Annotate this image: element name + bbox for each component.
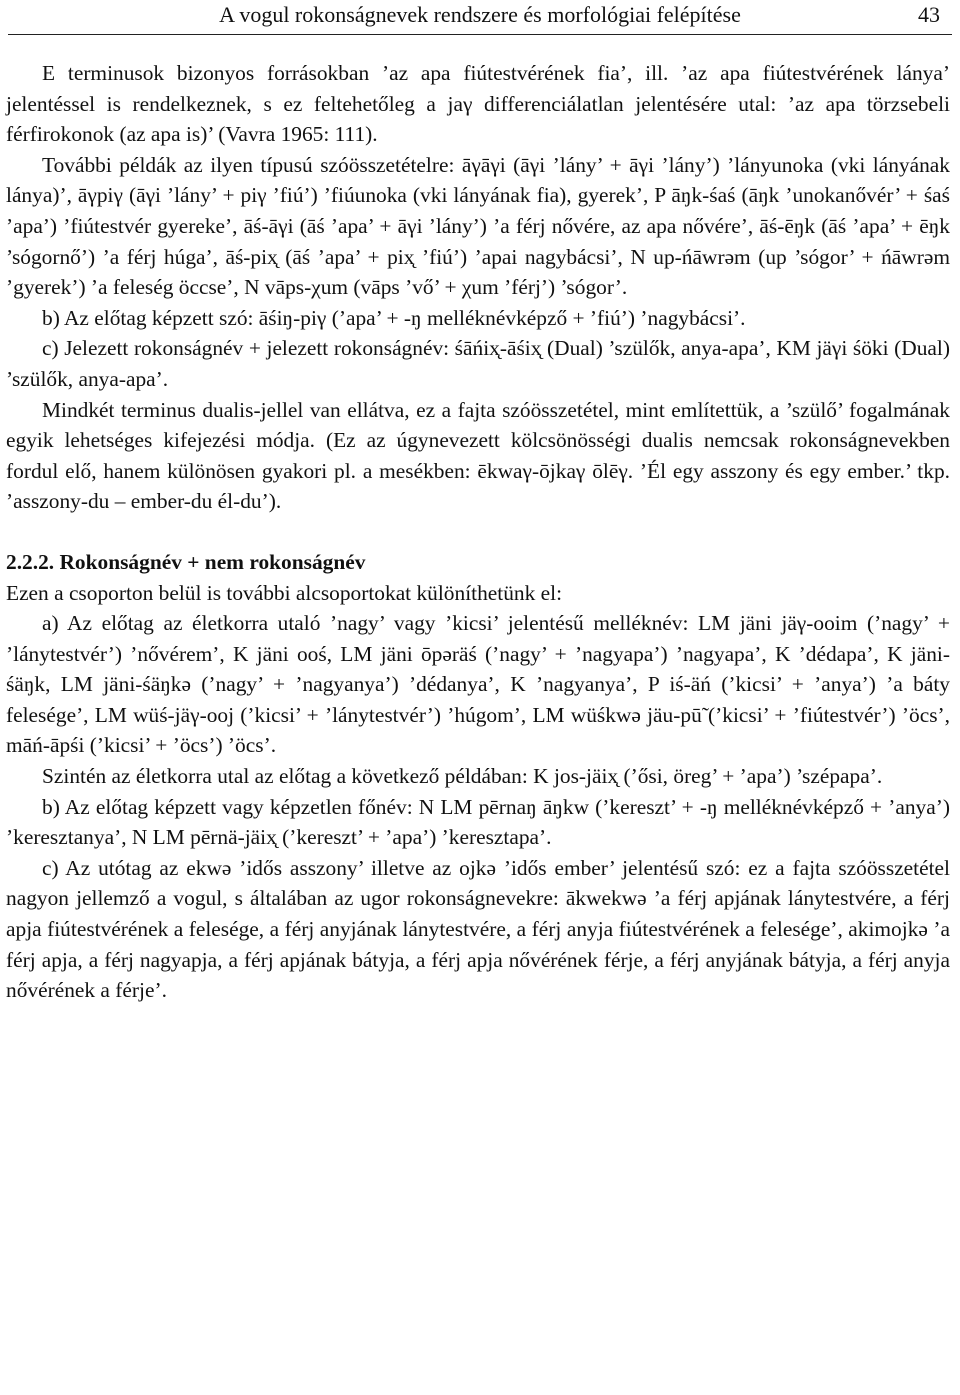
paragraph: További példák az ilyen típusú szóösszetételre: āγāγi (āγi ’lány’ + āγi ’lány’) ’lányunoka (vki lányának lánya)’, āγpiγ (āγi ’lány’ + piγ ’fiú’) ’fiúunoka (vki lányának fia), gyerek’, P āŋk-śaś (āŋk ’unokanővér’ + śaś ’apa’) ’fiútestvér gyereke’, āś-āγi (āś ’apa’ + āγi ’lány’) ’a férj nővére, az apa nővére’, āś-ēŋk (āś ’apa’ + ēŋk ’sógornő’) ’a férj húga’, āś-pix̨ (āś ’apa’ + pix̨ ’fiú’) ’apai nagybácsi’, N up-ńāwrəm (up ’sógor’ + ńāwrəm ’gyerek’) ’a feleség öccse’, N vāps-χum (vāps ’vő’ + χum ’férj’) ’sógor’. [6, 152, 950, 300]
paragraph: E terminusok bizonyos forrásokban ’az apa fiútestvérének fia’, ill. ’az apa fiútestvérének lánya’ jelentéssel is rendelkeznek, s ez feltehetőleg a jaγ differenciálatlan jelentésére utal: ’az apa törzsebeli férfirokonok (az apa is)’ (Vavra 1965: 111). [6, 61, 950, 147]
paragraph: b) Az előtag képzett szó: āśiŋ-piγ (’apa’ + -ŋ melléknévképző + ’fiú’) ’nagybácsi’. [42, 305, 746, 330]
paragraph: Mindkét terminus dualis-jellel van ellátva, ez a fajta szóösszetétel, mint említettük, a ’szülő’ fogalmának egyik lehetséges kifejezési módja. (Ez az úgynevezett kölcsönösségi dualis nemcsak rokonságnevekben fordul elő, hanem különösen gyakori pl. a mesékben: ēkwaγ-ōjkaγ ōlēγ. ’Él egy asszony és egy ember.’ tkp. ’asszony-du – ember-du él-du’). [6, 397, 950, 514]
paragraph: c) Jelezett rokonságnév + jelezett rokonságnév: śāńix̨-āśix̨ (Dual) ’szülők, anya-apa’, KM jäγi śöki (Dual) ’szülők, anya-apa’. [6, 336, 950, 391]
paragraph: c) Az utótag az ekwə ’idős asszony’ illetve az ojkə ’idős ember’ jelentésű szó: ez a fajta szóösszetétel nagyon jellemző a vogul, s általában az ugor rokonságnevekre: ākwekwə ’a férj apjának lánytestvére, a férj apja fiútestvérének a felesége, a férj anyjának lánytestvére, a férj anyja fiútestvérének a felesége’, akimojkə ’a férj apja, a férj nagyapja, a férj apjának bátyja, a férj apja nővérének férje, a férj anyjának bátyja, a férj anyja nővérének a férje’. [6, 855, 950, 1003]
section-gap [6, 517, 950, 547]
body-text [6, 58, 950, 1006]
paragraph: a) Az előtag az életkorra utaló ’nagy’ vagy ’kicsi’ jelentésű melléknév: LM jäni jäγ-ooim (’nagy’ + ’lánytestvér’) ’nővérem’, K jäni ooś, LM jäni ōpəräś (’nagy’ + ’nagyapa’) ’nagyapa’, K ’dédapa’, K jäni-śäŋk, LM jäni-śäŋkə (’nagy’ + ’nagyanya’) ’dédanya’, K ’nagyanya’, P iś-äń (’kicsi’ + ’anya’) ’a báty felesége’, LM wüś-jäγ-ooj (’kicsi’ + ’lánytestvér’) ’húgom’, LM wüśkwə jäu-pū̃ (’kicsi’ + ’fiútestvér’) ’öcs’, māń-āpśi (’kicsi’ + ’öcs’) ’öcs’. [6, 611, 950, 758]
paragraph: b) Az előtag képzett vagy képzetlen főnév: N LM pērnaŋ āŋkw (’kereszt’ + -ŋ melléknévképző + ’anya’) ’keresztanya’, N LM pērnä-jäix̨ (’kereszt’ + ’apa’) ’keresztapa’. [6, 794, 950, 850]
header-title: A vogul rokonságnevek rendszere és morfológiai felépítése [219, 2, 741, 27]
running-header [8, 0, 952, 35]
paragraph: Szintén az életkorra utal az előtag a következő példában: K jos-jäix̨ (’ősi, öreg’ + ’apa’) ’szépapa’. [42, 764, 883, 789]
page-number: 43 [918, 2, 940, 27]
section-heading: 2.2.2. Rokonságnév + nem rokonságnév [6, 549, 366, 574]
section-intro: Ezen a csoporton belül is további alcsoportokat különíthetünk el: [6, 580, 563, 605]
